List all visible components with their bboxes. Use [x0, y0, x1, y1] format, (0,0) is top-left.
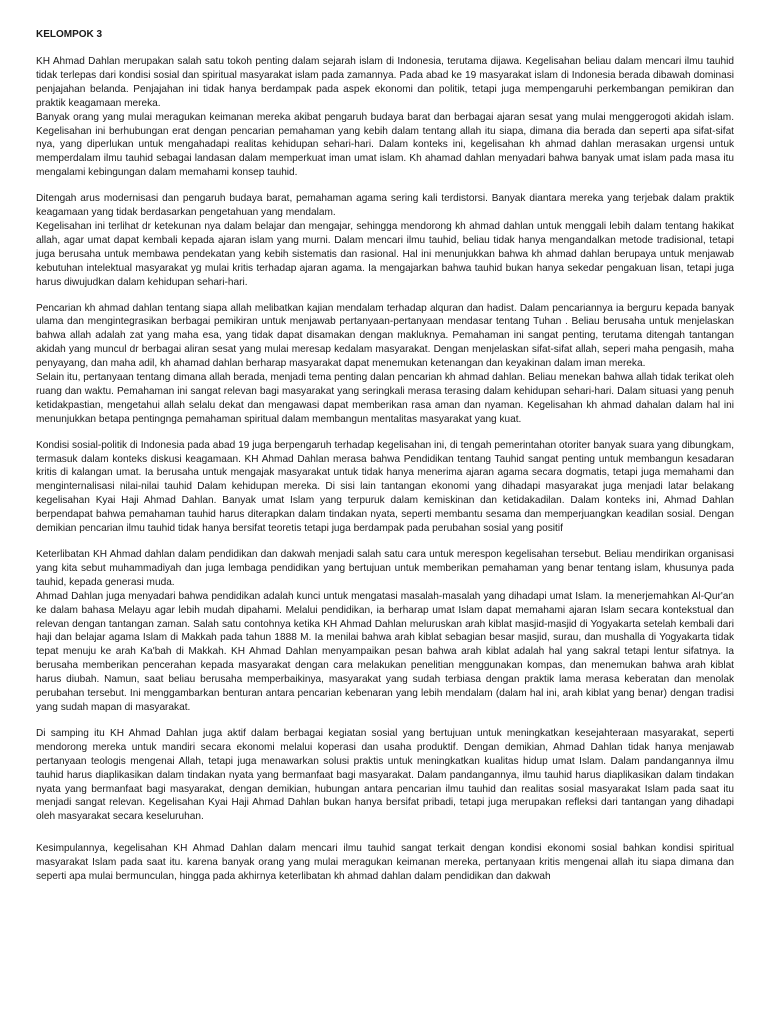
paragraph: KH Ahmad Dahlan merupakan salah satu tokoh penting dalam sejarah islam di Indonesia, terutama dijawa. Kegelisahan beliau dalam mencari ilmu tauhid tidak terlepas dari kondisi sosial dan spiritual masyarakat islam pada zamannya. Pada abad ke 19 masyarakat islam di Indonesia berada dibawah dominasi penjajahan belanda. Penjajahan ini tidak hanya berdampak pada aspek ekonomi dan politik, tetapi juga mempengaruhi perkembangan pemikiran dan praktik keagamaan mereka. [36, 56, 734, 109]
paragraph: Ahmad Dahlan juga menyadari bahwa pendidikan adalah kunci untuk mengatasi masalah-masalah yang dihadapi umat Islam. Ia menerjemahkan Al-Qur'an ke dalam bahasa Melayu agar lebih mudah dipahami. Melalui pendidikan, ia berharap umat Islam dapat memahami ajaran Islam secara kontekstual dan relevan dengan tantangan zaman. Salah satu contohnya ketika KH Ahmad Dahlan meluruskan arah kiblat masjid-masjid di Yogyakarta setelah kembali dari haji dan belajar agama Islam di Makkah pada tahun 1888 M. Ia menilai bahwa arah kiblat sebagian besar masjid, surau, dan mushalla di Yogyakarta tidak tepat menuju ke arah Ka'bah di Makkah. KH Ahmad Dahlan menyampaikan pesan bahwa arah kiblat adalah hal yang sakral tetapi lentur sifatnya. Ia berusaha memberikan pencerahan kepada masyarakat dengan cara melakukan penelitian menggunakan kompas, dan menemukan bahwa arah kiblat harus diubah. Namun, saat beliau berusaha memperbaikinya, masyarakat yang sudah terbiasa dengan praktik lama merasa keberatan dan menolak perubahan tersebut. Ini menggambarkan benturan antara pencarian kebenaran yang lebih mendalam (dalam hal ini, arah kiblat yang benar) dengan tradisi yang sudah mapan di masyarakat. [36, 590, 734, 713]
paragraph: Pencarian kh ahmad dahlan tentang siapa allah melibatkan kajian mendalam terhadap alquran dan hadist. Dalam pencariannya ia berguru kepada banyak ulama dan mengintegrasikan berbagai pemikiran untuk menjawab pertanyaan-pertanyaan mendasar tentang Tuhan . Beliau berusaha untuk menjelaskan bahwa allah adalah zat yang maha esa, yang tidak dapat disamakan dengan makluknya. Pemahaman ini sangat penting, terutama ditengah tantangan akidah yang muncul dr berbagai aliran sesat yang mulai meresap kedalam masyarakat. Dengan menjelaskan sifat-sifat allah, seperi maha pengasih, maha penyayang, dan maha adil, kh ahamad dahlan berharap masyarakat dapat menemukan ketenangan dan keyakinan dalam iman mereka. [36, 302, 734, 370]
paragraph: Ditengah arus modernisasi dan pengaruh budaya barat, pemahaman agama sering kali terdistorsi. Banyak diantara mereka yang terjebak dalam praktik keagamaan yang tidak berdasarkan pengetahuan yang mendalam. [36, 193, 734, 219]
document-title: KELOMPOK 3 [36, 29, 103, 40]
paragraph: Selain itu, pertanyaan tentang dimana allah berada, menjadi tema penting dalan pencarian kh ahmad dahlan. Beliau menekan bahwa allah tidak terikat oleh ruang dan waktu. Pemahaman ini sangat relevan bagi masyarakat yang seringkali merasa terasing dalam kehidupan sehari-hari. Dalam situasi yang penuh ketidakpastian, mengetahui allah selalu dekat dan mengawasi dapat memberikan rasa aman dan nyaman. Kegelisahan kh ahmad dahalan dalam hal ini menunjukkan betapa pentingnga pemahaman spiritual dalam membangun mentalitas masyarakat yang kuat. [36, 372, 734, 425]
paragraph: Banyak orang yang mulai meragukan keimanan mereka akibat pengaruh budaya barat dan berbagai ajaran sesat yang mulai menggerogoti akidah islam. Kegelisahan ini berhubungan erat dengan pencarian pemahaman yang kebih dalam tentang allah itu siapa, dimana dia berada dan seperti apa sifat-sifat nya, yang diperlukan untuk mengahadapi realitas kehidupan sehari-hari. Dalam konteks ini, kegelisahan kh ahmad dahlan merasakan urgensi untuk memperdalam ilmu tauhid sebagai landasan dalam memperkuat iman umat islam. Kh ahamad dahlan menyadari bahwa banyak umat islam pada masa itu mengalami kebingungan dalam memahami konsep tauhid. [36, 111, 734, 179]
paragraph: Keterlibatan KH Ahmad dahlan dalam pendidikan dan dakwah menjadi salah satu cara untuk merespon kegelisahan tersebut. Beliau mendirikan organisasi yang kita sebut muhammadiyah dan juga lembaga pendidikan yang bertujuan untuk memberikan pemahaman yang benar tentang islam, khusunya pada tauhid, kepada generasi muda. [36, 549, 734, 588]
paragraph: Kegelisahan ini terlihat dr ketekunan nya dalam belajar dan mengajar, sehingga mendorong kh ahmad dahlan untuk menggali lebih dalam tentang hakikat allah, agar umat dapat kembali kepada ajaran islam yang murni. Dalam mencari ilmu tauhid, beliau tidak hanya mengandalkan metode tradisional, tetapi juga berusaha untuk membawa pendekatan yang kebih sistematis dan rasional. Hal ini menunjukkan bahwa kh ahmad dahlan berupaya untuk menjawab kebutuhan intelektual masyarakat yg mulai kritis terhadap ajaran agama. Ia mengajarkan bahwa tauhid bukan hanya sekedar pengakuan lisan, tetapi juga harus diwujudkan dalam kehidupan sehari-hari. [36, 220, 734, 288]
paragraph: Di samping itu KH Ahmad Dahlan juga aktif dalam berbagai kegiatan sosial yang bertujuan untuk meningkatkan kesejahteraan masyarakat, seperti mendorong mereka untuk mandiri secara ekonomi melalui koperasi dan usaha produktif. Dengan demikian, Ahmad Dahlan tidak hanya menjawab pertanyaan teologis mengenai Allah, tetapi juga menawarkan solusi praktis untuk meningkatkan kualitas hidup umat Islam. Dalam pandangannya ilmu tauhid harus diaplikasikan dalam tindakan nyata yang bermanfaat bagi masyarakat. Dalam pandangannya, ilmu tauhid harus diaplikasikan dalam tindakan nyata yang bermanfaat bagi masyarakat, dengan demikian, hubungan antara pencarian ilmu tauhid dan realitas sosial masyarakat Islam pada saat itu menjadi sangat relevan. Kegelisahan Kyai Haji Ahmad Dahlan bukan hanya bersifat pribadi, tetapi juga merupakan refleksi dari tantangan yang dihadapi oleh masyarakat secara keseluruhan. [36, 727, 734, 823]
paragraph: Kondisi sosial-politik di Indonesia pada abad 19 juga berpengaruh terhadap kegelisahan ini, di tengah pemerintahan otoriter banyak suara yang dibungkam, termasuk dalam konteks diskusi keagamaan. KH Ahmad Dahlan merasa bahwa Pendidikan tentang Tauhid sangat penting untuk membangun kesadaran kritis di kalangan umat. Ia berusaha untuk mengajak masyarakat untuk tidak hanya menerima ajaran agama secara dogmatis, tetapi juga memahami dan menginternalisasi nilai-nilai tauhid Dalam kehidupan mereka. Di sisi lain tantangan ekonomi yang dihadapi masyarakat juga menjadi latar belakang kegelisahan Kyai Haji Ahmad Dahlan. Banyak umat Islam yang terpuruk dalam kemiskinan dan ketidakadilan. Dalam konteks ini, Ahmad Dahlan berpendapat bahwa pemahaman tauhid harus diterapkan dalam tindakan nyata, seperti membantu sesama dan memperjuangkan keadilan sosial. Dengan demikian pencarian ilmu tauhid tidak hanya bersifat teoretis tetapi juga berdampak pada perubahan sosial yang positif [36, 439, 734, 535]
paragraph: Kesimpulannya, kegelisahan KH Ahmad Dahlan dalam mencari ilmu tauhid sangat terkait dengan kondisi ekonomi sosial bahkan kondisi spiritual masyarakat Islam pada saat itu. karena banyak orang yang mulai meragukan keimanan mereka, pertanyaan kritis mengenai allah itu siapa dimana dan seperti apa mulai bermunculan, hingga pada akhirnya keterlibatan kh ahmad dahlan dalam pendidikan dan dakwah [36, 843, 734, 883]
